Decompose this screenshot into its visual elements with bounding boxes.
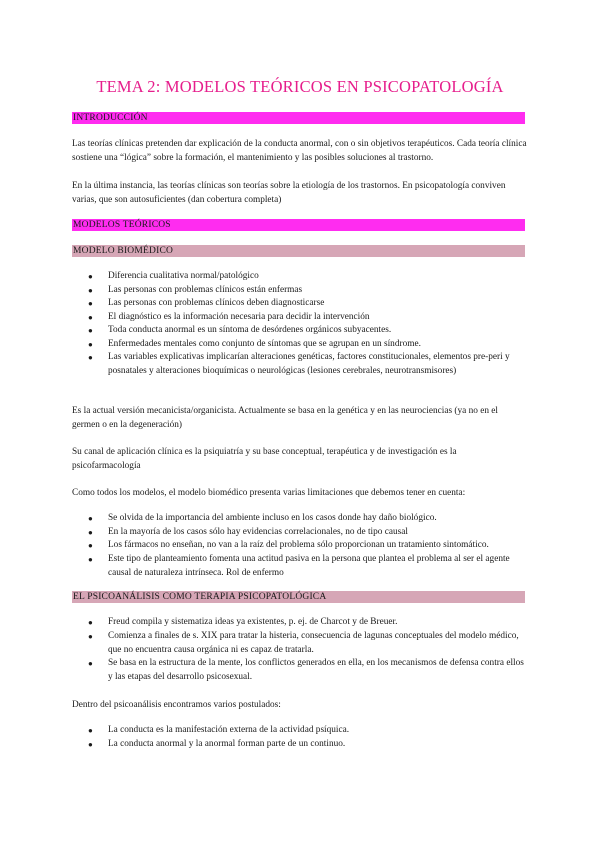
bullet-icon: ● — [88, 541, 93, 550]
list-item: Se basa en la estructura de la mente, los conflictos generados en ella, en los mecanismos de defensa contra ellos y las etapas del desarrollo psicosexual. — [108, 658, 524, 682]
bullet-icon: ● — [88, 659, 93, 668]
intro-paragraph-2: En la última instancia, las teorías clínicas son teorías sobre la etiología de los trastornos. En psicopatología conviven varias, que son autosuficientes (dan cobertura completa) — [72, 181, 506, 205]
subsection-header-modelo-biomedico: MODELO BIOMÉDICO — [72, 245, 525, 257]
bullet-icon: ● — [88, 555, 93, 564]
page-title: TEMA 2: MODELOS TEÓRICOS EN PSICOPATOLOGÍA — [96, 77, 504, 96]
list-item: Diferencia cualitativa normal/patológico — [108, 271, 259, 281]
bullet-icon: ● — [88, 528, 93, 537]
bullet-icon: ● — [88, 726, 93, 735]
intro-paragraph-1: Las teorías clínicas pretenden dar explicación de la conducta anormal, con o sin objetivos terapéuticos. Cada teoría clínica sostiene una “lógica” sobre la formación, el mantenimiento y las posibles soluciones al trastorno. — [72, 139, 527, 163]
list-item: Enfermedades mentales como conjunto de síntomas que se agrupan en un síndrome. — [108, 339, 421, 349]
subsection-header-psicoanalisis: EL PSICOANÁLISIS COMO TERAPIA PSICOPATOLÓGICA — [72, 591, 525, 603]
bullet-icon: ● — [88, 272, 93, 281]
psico-paragraph-1: Dentro del psicoanálisis encontramos varios postulados: — [72, 700, 281, 710]
list-item: La conducta es la manifestación externa de la actividad psíquica. — [108, 725, 350, 735]
bullet-icon: ● — [88, 514, 93, 523]
bullet-icon: ● — [88, 340, 93, 349]
list-item: Se olvida de la importancia del ambiente incluso en los casos donde hay daño biológico. — [108, 513, 437, 523]
bullet-icon: ● — [88, 313, 93, 322]
bullet-icon: ● — [88, 286, 93, 295]
bullet-icon: ● — [88, 299, 93, 308]
list-item: Las personas con problemas clínicos están enfermas — [108, 285, 303, 295]
list-item: La conducta anormal y la anormal forman parte de un continuo. — [108, 739, 346, 749]
list-item: En la mayoría de los casos sólo hay evidencias correlacionales, no de tipo causal — [108, 527, 408, 537]
list-item: Las variables explicativas implicarían alteraciones genéticas, factores constitucionales, elementos pre-peri y posnatales y alteraciones bioquímicas o neurológicas (lesiones cerebrales, neurotransmisores) — [108, 352, 510, 376]
list-item: Toda conducta anormal es un síntoma de desórdenes orgánicos subyacentes. — [108, 325, 392, 335]
section-header-modelos-teoricos: MODELOS TEÓRICOS — [72, 219, 525, 231]
biomedico-paragraph-3: Como todos los modelos, el modelo biomédico presenta varias limitaciones que debemos tener en cuenta: — [72, 488, 466, 498]
section-header-introduccion: INTRODUCCIÓN — [72, 112, 525, 124]
bullet-icon: ● — [88, 353, 93, 362]
biomedico-paragraph-2: Su canal de aplicación clínica es la psiquiatría y su base conceptual, terapéutica y de investigación es la psicofarmacología — [72, 447, 457, 471]
list-item: Los fármacos no enseñan, no van a la raíz del problema sólo proporcionan un tratamiento sintomático. — [108, 540, 489, 550]
bullet-icon: ● — [88, 326, 93, 335]
bullet-icon: ● — [88, 740, 93, 749]
list-item: Este tipo de planteamiento fomenta una actitud pasiva en la persona que plantea el problema al ser el agente causal de naturaleza intrínseca. Rol de enfermo — [108, 554, 510, 578]
list-item: Freud compila y sistematiza ideas ya existentes, p. ej. de Charcot y de Breuer. — [108, 617, 398, 627]
biomedico-paragraph-1: Es la actual versión mecanicista/organicista. Actualmente se basa en la genética y en las neurociencias (ya no en el germen o en la degeneración) — [72, 406, 499, 430]
bullet-icon: ● — [88, 618, 93, 627]
list-item: Las personas con problemas clínicos deben diagnosticarse — [108, 298, 325, 308]
list-item: El diagnóstico es la información necesaria para decidir la intervención — [108, 312, 370, 322]
bullet-icon: ● — [88, 632, 93, 641]
list-item: Comienza a finales de s. XIX para tratar la histeria, consecuencia de lagunas conceptuales del modelo médico, que no encuentra causa orgánica ni es capaz de tratarla. — [108, 631, 519, 655]
